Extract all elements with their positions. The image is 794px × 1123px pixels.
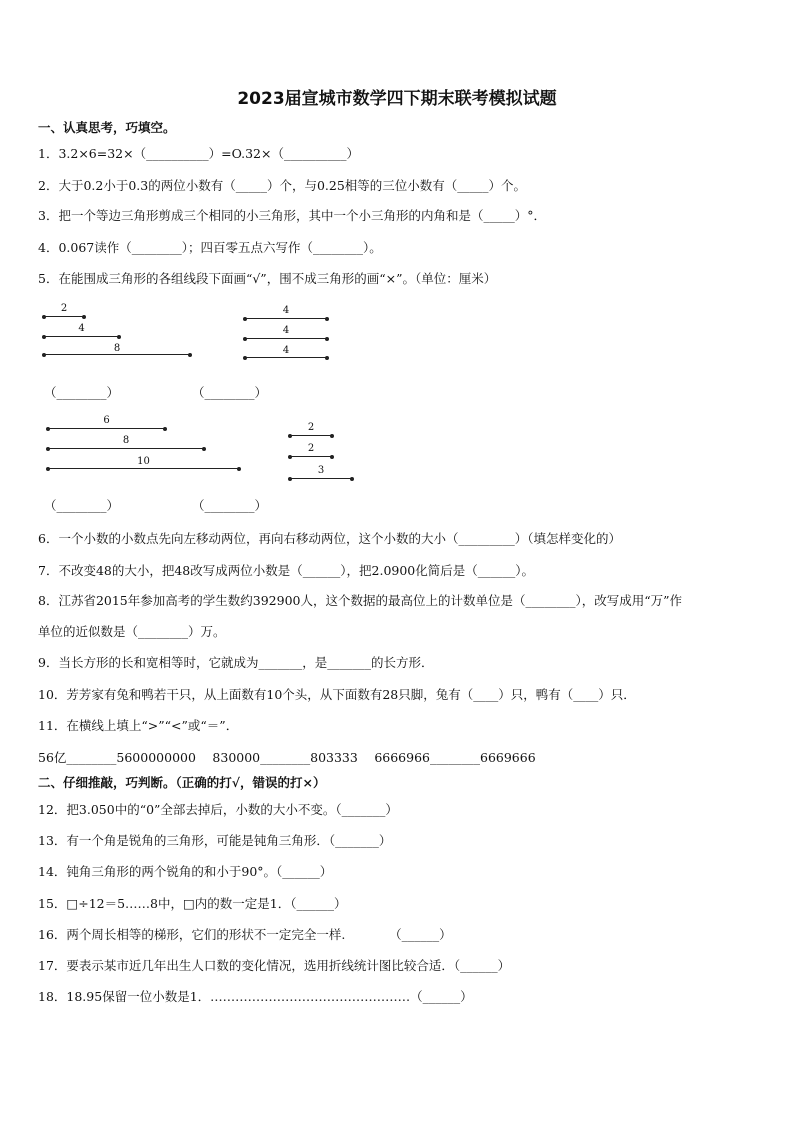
- question-7: 7．不改变48的大小，把48改写成两位小数是（______），把2.0900化简后是（______）。: [38, 563, 535, 578]
- question-2: 2．大于0.2小于0.3的两位小数有（_____）个，与0.25相等的三位小数有（_____）个。: [38, 178, 527, 193]
- question-8-continued: 单位的近似数是（________）万。: [38, 624, 226, 639]
- line-segment: [290, 478, 352, 479]
- question-12: 12．把3.050中的“0”全部去掉后，小数的大小不变。（_______）: [38, 802, 398, 817]
- line-segment: [48, 448, 204, 449]
- segment-label: 8: [122, 435, 130, 446]
- page-title: 2023届宣城市数学四下期末联考模拟试题: [237, 89, 557, 109]
- segment-label: 2: [60, 303, 68, 314]
- line-segment: [245, 318, 327, 319]
- line-segment: [44, 354, 190, 355]
- line-segment: [290, 456, 332, 457]
- line-segment: [290, 435, 332, 436]
- segment-label: 4: [282, 325, 290, 336]
- segment-label: 4: [78, 323, 85, 334]
- question-11-comparisons: 56亿________5600000000 830000________803333 6666966________6669666: [38, 750, 536, 765]
- answer-blank: （________）: [44, 385, 120, 400]
- question-6: 6．一个小数的小数点先向左移动两位，再向右移动两位，这个小数的大小（_________）（填怎样变化的）: [38, 531, 621, 546]
- question-15: 15．□÷12＝5……8中，□内的数一定是1．（______）: [38, 896, 347, 911]
- section-heading-fill-in: 一、认真思考，巧填空。: [38, 120, 176, 135]
- line-segment: [48, 468, 239, 469]
- question-9: 9．当长方形的长和宽相等时，它就成为_______，是_______的长方形．: [38, 655, 434, 670]
- question-10: 10．芳芳家有兔和鸭若干只，从上面数有10个头，从下面数有28只脚，兔有（____）只，鸭有（____）只．: [38, 687, 636, 702]
- answer-blank: （________）: [44, 498, 120, 513]
- segment-label: 4: [282, 345, 290, 356]
- question-4: 4．0.067读作（________）；四百零五点六写作（________）。: [38, 240, 382, 255]
- line-segment: [245, 338, 327, 339]
- segment-label: 6: [103, 415, 110, 426]
- question-8: 8．江苏省2015年参加高考的学生数约392900人，这个数据的最高位上的计数单位是（________），改写成用“万”作: [38, 593, 683, 608]
- question-17: 17．要表示某市近几年出生人口数的变化情况，选用折线统计图比较合适．（______）: [38, 958, 511, 973]
- question-5: 5．在能围成三角形的各组线段下面画“√”，围不成三角形的画“×”。（单位：厘米）: [38, 271, 497, 286]
- answer-blank: （________）: [192, 385, 268, 400]
- segment-label: 4: [282, 305, 290, 316]
- question-14: 14．钝角三角形的两个锐角的和小于90°。（______）: [38, 864, 333, 879]
- question-13: 13．有一个角是锐角的三角形，可能是钝角三角形．（_______）: [38, 833, 392, 848]
- question-16: 16．两个周长相等的梯形，它们的形状不一定完全一样. （______）: [38, 927, 452, 942]
- line-segment: [48, 428, 165, 429]
- line-segment: [44, 316, 84, 317]
- question-11: 11．在横线上填上“>”“<”或“＝”．: [38, 718, 239, 733]
- line-segment: [245, 357, 327, 358]
- answer-blank: （________）: [192, 498, 268, 513]
- segment-label: 2: [307, 443, 315, 454]
- section-heading-true-false: 二、仔细推敲，巧判断。（正确的打√，错误的打×）: [38, 775, 326, 790]
- question-18: 18．18.95保留一位小数是1．…………………………………………（______）: [38, 989, 473, 1004]
- segment-label: 10: [137, 456, 150, 467]
- segment-label: 2: [307, 422, 315, 433]
- question-3: 3．把一个等边三角形剪成三个相同的小三角形，其中一个小三角形的内角和是（_____）°．: [38, 208, 546, 223]
- question-1: 1．3.2×6=32×（__________）=O.32×（__________）: [38, 146, 359, 161]
- segment-label: 3: [317, 465, 325, 476]
- segment-label: 8: [113, 343, 121, 354]
- line-segment: [44, 336, 119, 337]
